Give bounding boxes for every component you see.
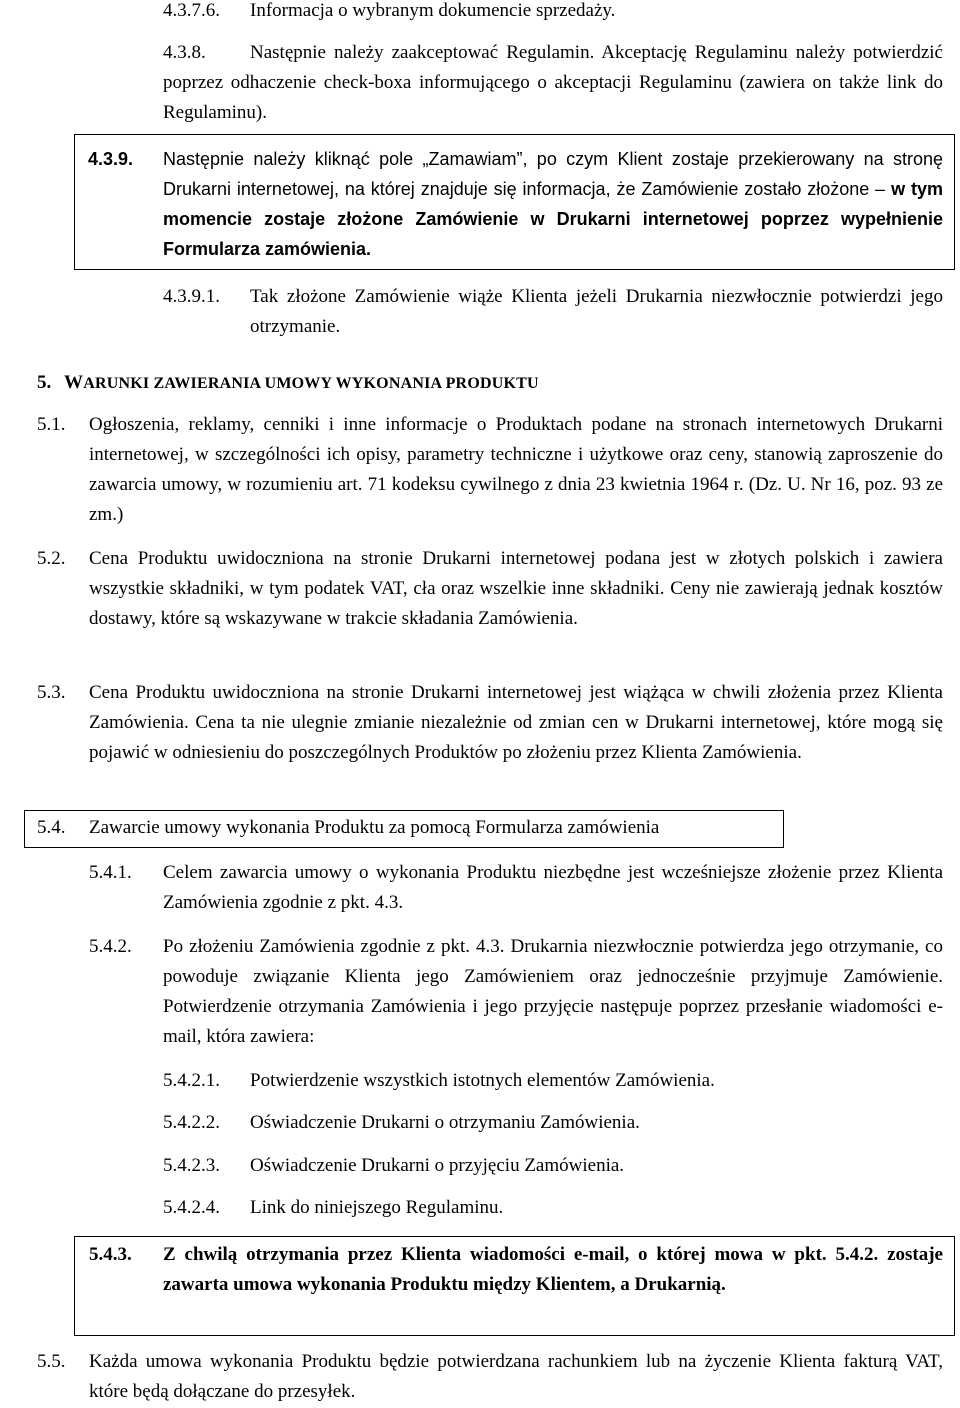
item-number: 4.3.7.6. (163, 0, 220, 21)
item-number: 5.4.2.1. (163, 1070, 220, 1091)
item-5-4-2-3 (163, 1151, 943, 1181)
item-text: Link do niniejszego Regulaminu. (250, 1197, 504, 1218)
item-text: Informacja o wybranym dokumencie sprzedaży. (250, 0, 616, 21)
section-title-initial: W (64, 372, 84, 393)
item-number: 5.4. (37, 817, 66, 838)
item-5-4-3 (89, 1240, 943, 1300)
item-4-3-9-1 (163, 282, 943, 342)
item-5-4 (37, 813, 943, 843)
item-5-1 (37, 410, 943, 530)
item-number: 5.4.2.3. (163, 1155, 220, 1176)
item-5-5 (37, 1347, 943, 1407)
section-title (64, 372, 539, 393)
item-number: 5.4.2. (89, 936, 132, 957)
item-number: 5.5. (37, 1351, 66, 1372)
item-text-bold: w tym momencie zostaje złożone Zamówienie w Drukarni internetowej poprzez wypełnienie Formularza zamówienia. (163, 179, 943, 259)
item-5-3 (37, 678, 943, 768)
item-text: Następnie należy zaakceptować Regulamin. Akceptację Regulaminu należy potwierdzić poprzez odhaczenie check-boxa informującego o akceptacji Regulaminu (zawiera on także link do Regulaminu). (163, 42, 943, 123)
item-4-3-9 (88, 144, 943, 264)
item-4-3-8 (163, 38, 943, 128)
item-4-3-7-6 (163, 0, 943, 26)
item-5-4-2-2 (163, 1108, 943, 1138)
item-number: 5.1. (37, 414, 66, 435)
item-5-4-2-1 (163, 1066, 943, 1096)
item-text: Tak złożone Zamówienie wiąże Klienta jeżeli Drukarnia niezwłocznie potwierdzi jego otrzymanie. (250, 286, 943, 337)
item-number: 5.4.1. (89, 862, 132, 883)
item-5-2 (37, 544, 943, 634)
item-number: 5.2. (37, 548, 66, 569)
item-number: 5.4.2.4. (163, 1197, 220, 1218)
section-5-heading (37, 368, 937, 399)
item-text: Zawarcie umowy wykonania Produktu za pomocą Formularza zamówienia (89, 817, 660, 838)
item-number: 4.3.9. (88, 149, 134, 169)
item-number: 4.3.8. (163, 42, 206, 63)
item-number: 5.4.3. (89, 1244, 132, 1265)
item-text: Z chwilą otrzymania przez Klienta wiadomości e-mail, o której mowa w pkt. 5.4.2. zostaje zawarta umowa wykonania Produktu między Klientem, a Drukarnią. (163, 1244, 943, 1295)
item-number: 5.4.2.2. (163, 1112, 220, 1133)
item-text: Cena Produktu uwidoczniona na stronie Drukarni internetowej jest wiążąca w chwili złożenia przez Klienta Zamówienia. Cena ta nie ulegnie zmianie niezależnie od zmian cen w Drukarni internetowej, które mogą się pojawić w odniesieniu do poszczególnych Produktów po złożeniu przez Klienta Zamówienia. (89, 682, 943, 763)
item-text (163, 144, 943, 264)
item-text: Każda umowa wykonania Produktu będzie potwierdzana rachunkiem lub na życzenie Klienta fakturą VAT, które będą dołączane do przesyłek. (89, 1351, 943, 1402)
item-text: Ogłoszenia, reklamy, cenniki i inne informacje o Produktach podane na stronach internetowych Drukarni internetowej, w szczególności ich opisy, parametry techniczne i użytkowe oraz ceny, stanowią zaproszenie do zawarcia umowy, w rozumieniu art. 71 kodeksu cywilnego z dnia 23 kwietnia 1964 r. (Dz. U. Nr 16, poz. 93 ze zm.) (89, 414, 943, 525)
item-text: Po złożeniu Zamówienia zgodnie z pkt. 4.3. Drukarnia niezwłocznie potwierdza jego otrzymanie, co powoduje związanie Klienta jego Zamówieniem oraz jednocześnie przyjmuje Zamówienie. Potwierdzenie otrzymania Zamówienia i jego przyjęcie następuje poprzez przesłanie wiadomości e-mail, która zawiera: (163, 936, 943, 1047)
item-5-4-2-4 (163, 1193, 943, 1223)
item-text: Celem zawarcia umowy o wykonania Produktu niezbędne jest wcześniejsze złożenie przez Klienta Zamówienia zgodnie z pkt. 4.3. (163, 862, 943, 913)
section-number: 5. (37, 372, 52, 393)
section-title-rest: ARUNKI ZAWIERANIA UMOWY WYKONANIA PRODUKTU (83, 375, 539, 392)
item-5-4-1 (89, 858, 943, 918)
item-text: Potwierdzenie wszystkich istotnych elementów Zamówienia. (250, 1070, 715, 1091)
item-number: 4.3.9.1. (163, 286, 220, 307)
item-text: Oświadczenie Drukarni o przyjęciu Zamówienia. (250, 1155, 625, 1176)
item-text: Cena Produktu uwidoczniona na stronie Drukarni internetowej podana jest w złotych polskich i zawiera wszystkie składniki, w tym podatek VAT, cła oraz wszelkie inne składniki. Ceny nie zawierają jednak kosztów dostawy, które są wskazywane w trakcie składania Zamówienia. (89, 548, 943, 629)
item-5-4-2 (89, 932, 943, 1052)
item-text: Oświadczenie Drukarni o otrzymaniu Zamówienia. (250, 1112, 640, 1133)
item-number: 5.3. (37, 682, 66, 703)
item-text-plain: Następnie należy kliknąć pole „Zamawiam”, po czym Klient zostaje przekierowany na stronę Drukarni internetowej, na której znajduje się informacja, że Zamówienie zostało złożone – (163, 149, 943, 199)
